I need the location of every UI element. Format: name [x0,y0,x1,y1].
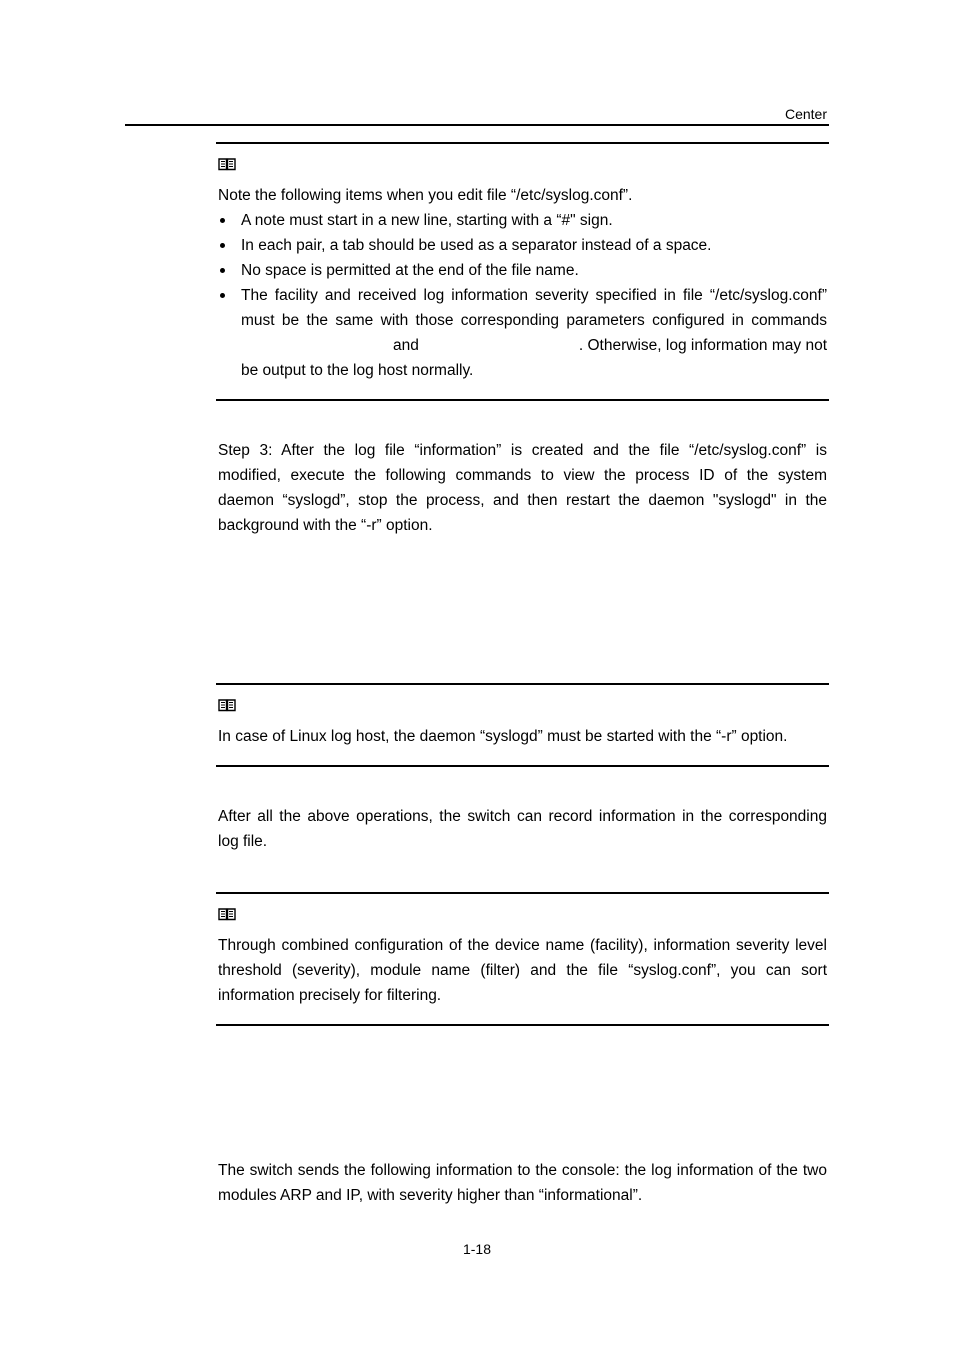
note1-bullet-4-line-2: must be the same with those corresponding parameters configured in commands [241,312,827,329]
note1-bullet-4-and: and [393,337,419,354]
step3-line-4: background with the “-r” option. [218,517,433,534]
note3-line-2: threshold (severity), module name (filter) and the file “syslog.conf”, you can sort [218,962,827,979]
console-line-2: modules ARP and IP, with severity higher than “informational”. [218,1187,643,1204]
book-icon [218,157,236,171]
step3-line-1: Step 3: After the log file “information” is created and the file “/etc/syslog.conf” is [218,442,827,459]
note1-bullet-4-otherwise: . Otherwise, log information may not [578,337,827,354]
note1-intro: Note the following items when you edit file “/etc/syslog.conf”. [218,187,633,204]
running-header: Center [784,106,827,122]
step3-paragraph [218,438,827,538]
note1-bullet-4 [241,283,827,383]
step3-line-3: daemon “syslogd”, stop the process, and then restart the daemon "syslogd" in the [218,492,827,509]
note3-paragraph [218,933,827,1008]
note1-bullet-3: No space is permitted at the end of the file name. [241,262,579,279]
note1-bullet-1: A note must start in a new line, starting with a “#" sign. [241,212,613,229]
bullet-dot [220,218,225,223]
bullet-dot [220,293,225,298]
note1-bullet-2: In each pair, a tab should be used as a separator instead of a space. [241,237,712,254]
after-operations-paragraph [218,804,827,854]
note3-line-3: information precisely for filtering. [218,987,442,1004]
after-operations-line-1: After all the above operations, the switch can record information in the corresponding [218,808,827,825]
console-paragraph [218,1158,827,1208]
console-line-1: The switch sends the following information to the console: the log information of the two [218,1162,827,1179]
page-number: 1-18 [462,1241,492,1257]
note2-bottom-rule [216,765,829,767]
bullet-dot [220,243,225,248]
note1-bullet-4-line-4: be output to the log host normally. [241,362,474,379]
book-icon [218,907,236,921]
note1-top-rule [216,142,829,144]
note3-top-rule [216,892,829,894]
bullet-dot [220,268,225,273]
note2-text: In case of Linux log host, the daemon “syslogd” must be started with the “-r” option. [218,728,788,745]
note1-bullet-4-line-1: The facility and received log information severity specified in file “/etc/syslog.conf” [241,287,827,304]
header-rule [125,124,829,126]
note2-top-rule [216,683,829,685]
note1-bullet-4-line-3 [241,333,827,358]
note1-bottom-rule [216,399,829,401]
book-icon [218,698,236,712]
step3-line-2: modified, execute the following commands to view the process ID of the system [218,467,827,484]
after-operations-line-2: log file. [218,833,268,850]
note3-line-1: Through combined configuration of the device name (facility), information severity level [218,937,827,954]
note3-bottom-rule [216,1024,829,1026]
